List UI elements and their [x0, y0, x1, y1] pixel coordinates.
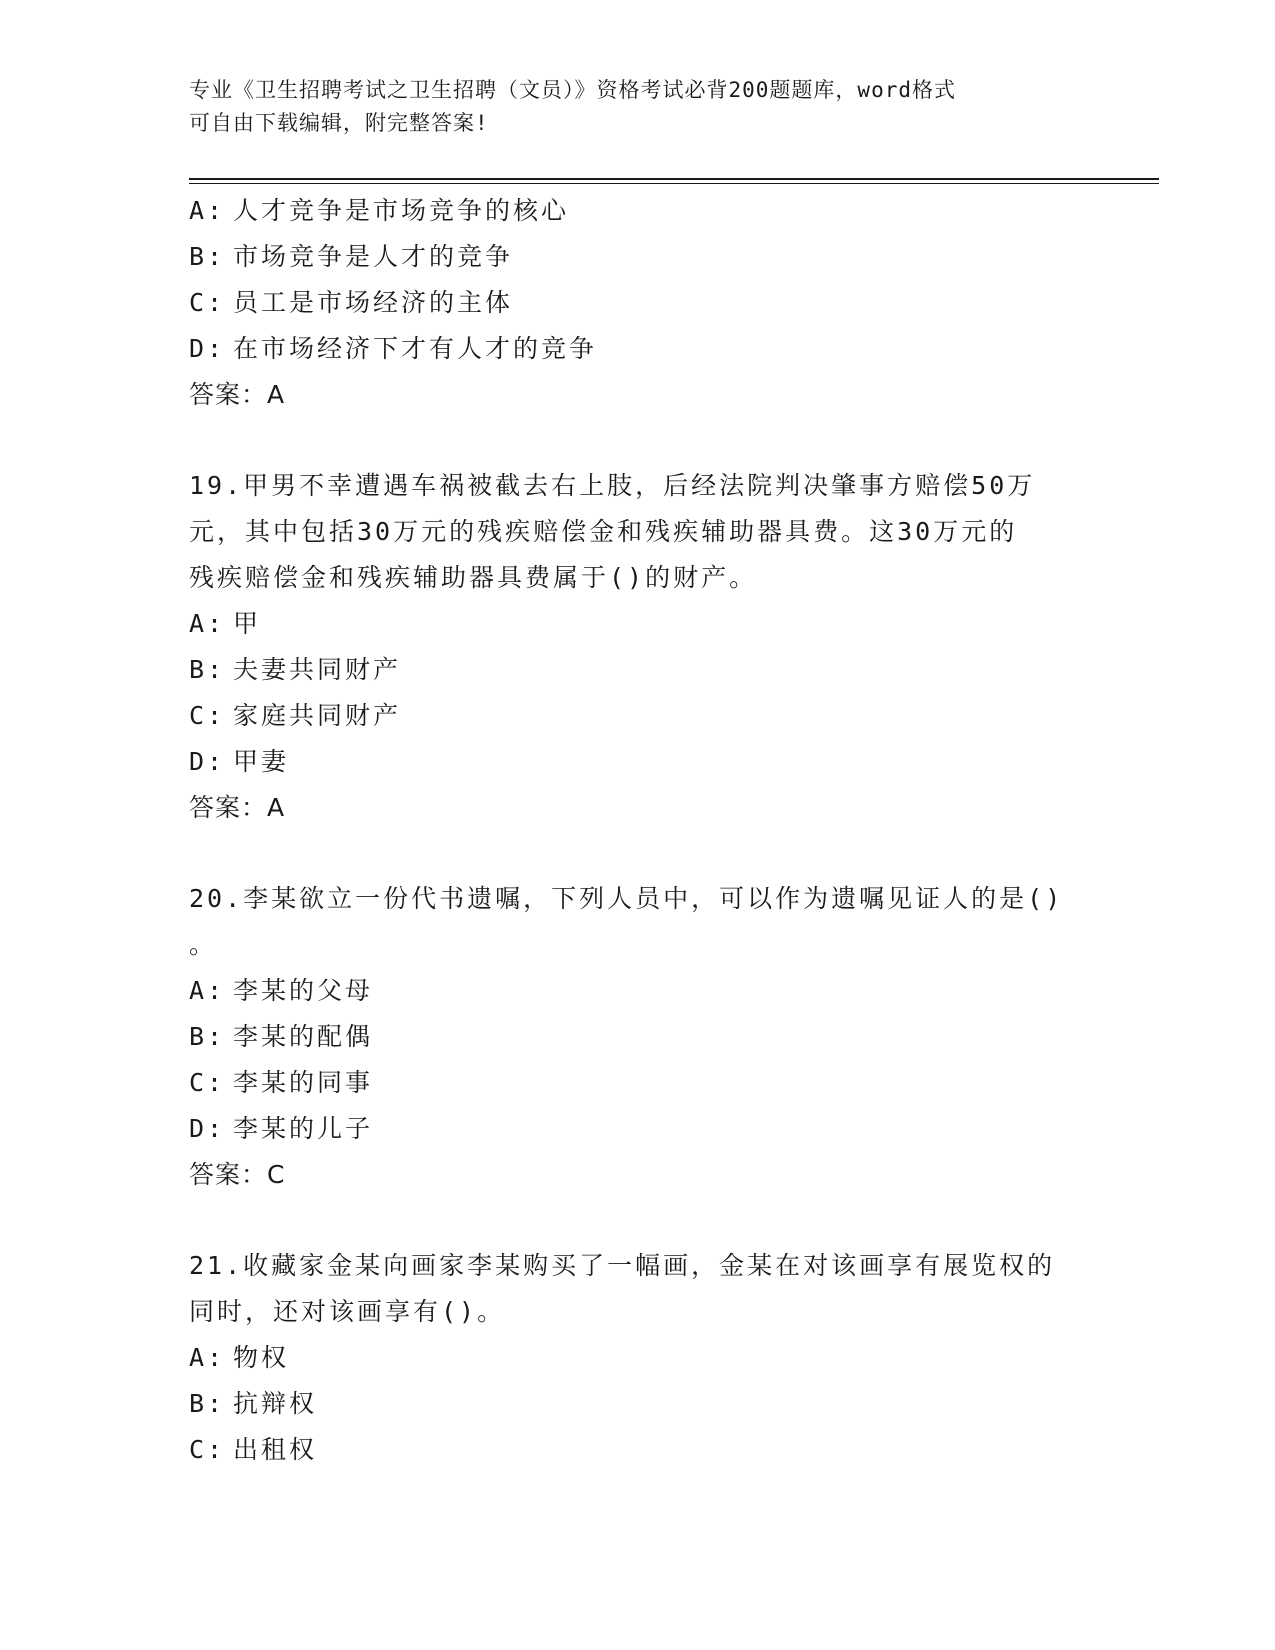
option-key: D: [189, 334, 226, 363]
option-text: 出租权 [233, 1435, 318, 1464]
question-stem-line: 。 [189, 930, 218, 959]
option-key: D: [189, 747, 226, 776]
option-b [189, 1014, 1089, 1060]
option-text: 李某的父母 [233, 976, 374, 1005]
option-text: 李某的儿子 [233, 1114, 374, 1143]
option-key: C: [189, 1435, 226, 1464]
answer-line: 答案：A [189, 793, 286, 822]
option-d [189, 326, 1089, 372]
option-d [189, 739, 1089, 785]
option-a [189, 601, 1089, 647]
option-b [189, 234, 1089, 280]
option-key: B: [189, 242, 226, 271]
option-key: C: [189, 701, 226, 730]
question-stem-line: 残疾赔偿金和残疾辅助器具费属于()的财产。 [189, 563, 758, 592]
answer-line: 答案：A [189, 380, 286, 409]
header-line-2: 可自由下载编辑，附完整答案! [189, 111, 489, 135]
question-19 [189, 463, 1089, 831]
question-stem-line: 元，其中包括30万元的残疾赔偿金和残疾辅助器具费。这30万元的 [189, 517, 1018, 546]
header-line-1: 专业《卫生招聘考试之卫生招聘（文员）》资格考试必背200题题库，word格式 [189, 78, 956, 102]
option-key: D: [189, 1114, 226, 1143]
option-text: 李某的配偶 [233, 1022, 374, 1051]
option-text: 夫妻共同财产 [233, 655, 402, 684]
option-c [189, 693, 1089, 739]
question-18 [189, 188, 1089, 418]
option-key: C: [189, 1068, 226, 1097]
header-rule-thick [189, 178, 1159, 180]
option-c [189, 1427, 1089, 1473]
option-text: 抗辩权 [233, 1389, 318, 1418]
document-header [189, 74, 1089, 140]
option-text: 市场竞争是人才的竞争 [233, 242, 514, 271]
option-text: 人才竞争是市场竞争的核心 [233, 196, 570, 225]
option-text: 物权 [233, 1343, 290, 1372]
option-a [189, 968, 1089, 1014]
answer-line: 答案：C [189, 1160, 286, 1189]
option-d [189, 1106, 1089, 1152]
option-text: 员工是市场经济的主体 [233, 288, 514, 317]
option-c [189, 1060, 1089, 1106]
question-stem-line: 20.李某欲立一份代书遗嘱，下列人员中，可以作为遗嘱见证人的是() [189, 884, 1064, 913]
option-key: B: [189, 1389, 226, 1418]
question-stem-line: 同时，还对该画享有()。 [189, 1297, 506, 1326]
option-b [189, 647, 1089, 693]
option-key: C: [189, 288, 226, 317]
option-key: A: [189, 609, 226, 638]
option-key: A: [189, 976, 226, 1005]
option-a [189, 1335, 1089, 1381]
option-key: A: [189, 1343, 226, 1372]
question-list [189, 188, 1089, 1473]
option-c [189, 280, 1089, 326]
option-text: 在市场经济下才有人才的竞争 [233, 334, 598, 363]
option-key: B: [189, 1022, 226, 1051]
option-text: 甲妻 [233, 747, 290, 776]
option-b [189, 1381, 1089, 1427]
question-20 [189, 876, 1089, 1198]
header-rule-thin [189, 183, 1159, 184]
option-key: B: [189, 655, 226, 684]
question-21 [189, 1243, 1089, 1473]
option-key: A: [189, 196, 226, 225]
question-stem-line: 19.甲男不幸遭遇车祸被截去右上肢，后经法院判决肇事方赔偿50万 [189, 471, 1036, 500]
option-text: 家庭共同财产 [233, 701, 402, 730]
question-stem-line: 21.收藏家金某向画家李某购买了一幅画，金某在对该画享有展览权的 [189, 1251, 1056, 1280]
option-text: 李某的同事 [233, 1068, 374, 1097]
option-a [189, 188, 1089, 234]
option-text: 甲 [233, 609, 262, 638]
